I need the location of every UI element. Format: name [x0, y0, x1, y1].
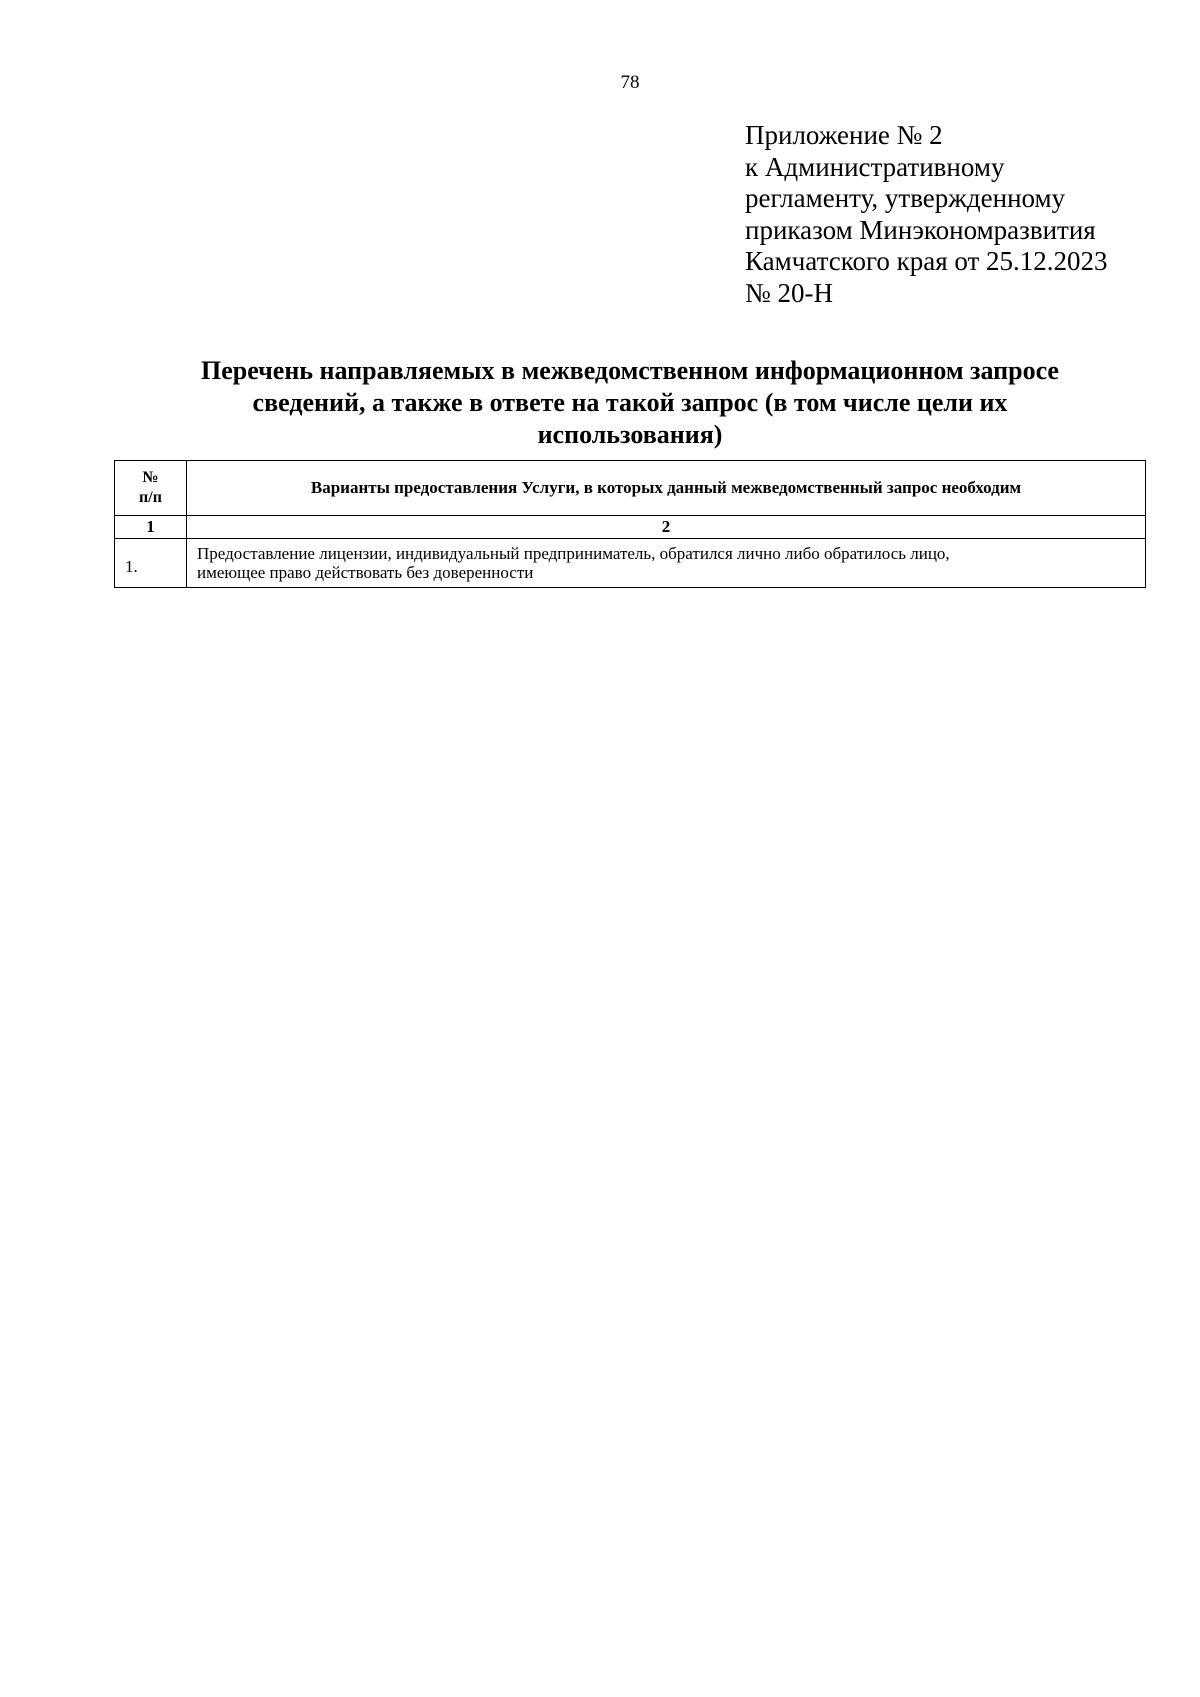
header-variants-cell: Варианты предоставления Услуги, в которых данный межведомственный запрос необходим — [187, 461, 1146, 516]
title-line: использования) — [537, 420, 723, 449]
header-number-sign: № — [142, 469, 159, 486]
appendix-line: № 20-Н — [745, 277, 834, 308]
row-text-line: Предоставление лицензии, индивидуальный предприниматель, обратился лично либо обратилось лицо, — [197, 544, 950, 563]
document-title — [114, 355, 1146, 451]
header-number-pp: п/п — [139, 489, 162, 506]
appendix-reference — [745, 120, 1185, 309]
row-text-line: имеющее право действовать без доверенности — [197, 563, 534, 582]
appendix-line: к Административному — [745, 151, 1005, 182]
table-row — [115, 539, 1146, 588]
index-cell-2: 2 — [187, 516, 1146, 539]
row-variant-text — [187, 539, 1146, 588]
appendix-line: регламенту, утвержденному — [745, 183, 1066, 213]
title-line: сведений, а также в ответе на такой запрос (в том числе цели их — [252, 388, 1008, 417]
table-header-row — [115, 461, 1146, 516]
title-line: Перечень направляемых в межведомственном информационном запросе — [201, 356, 1059, 385]
page-number: 78 — [620, 72, 640, 93]
appendix-line: Приложение № 2 — [745, 120, 943, 150]
row-number: 1. — [115, 539, 187, 588]
table-index-row — [115, 516, 1146, 539]
requests-table — [114, 460, 1146, 588]
appendix-line: Камчатского края от 25.12.2023 — [745, 246, 1108, 276]
header-number-cell — [115, 461, 187, 516]
appendix-line: приказом Минэкономразвития — [745, 214, 1096, 245]
index-cell-1: 1 — [115, 516, 187, 539]
